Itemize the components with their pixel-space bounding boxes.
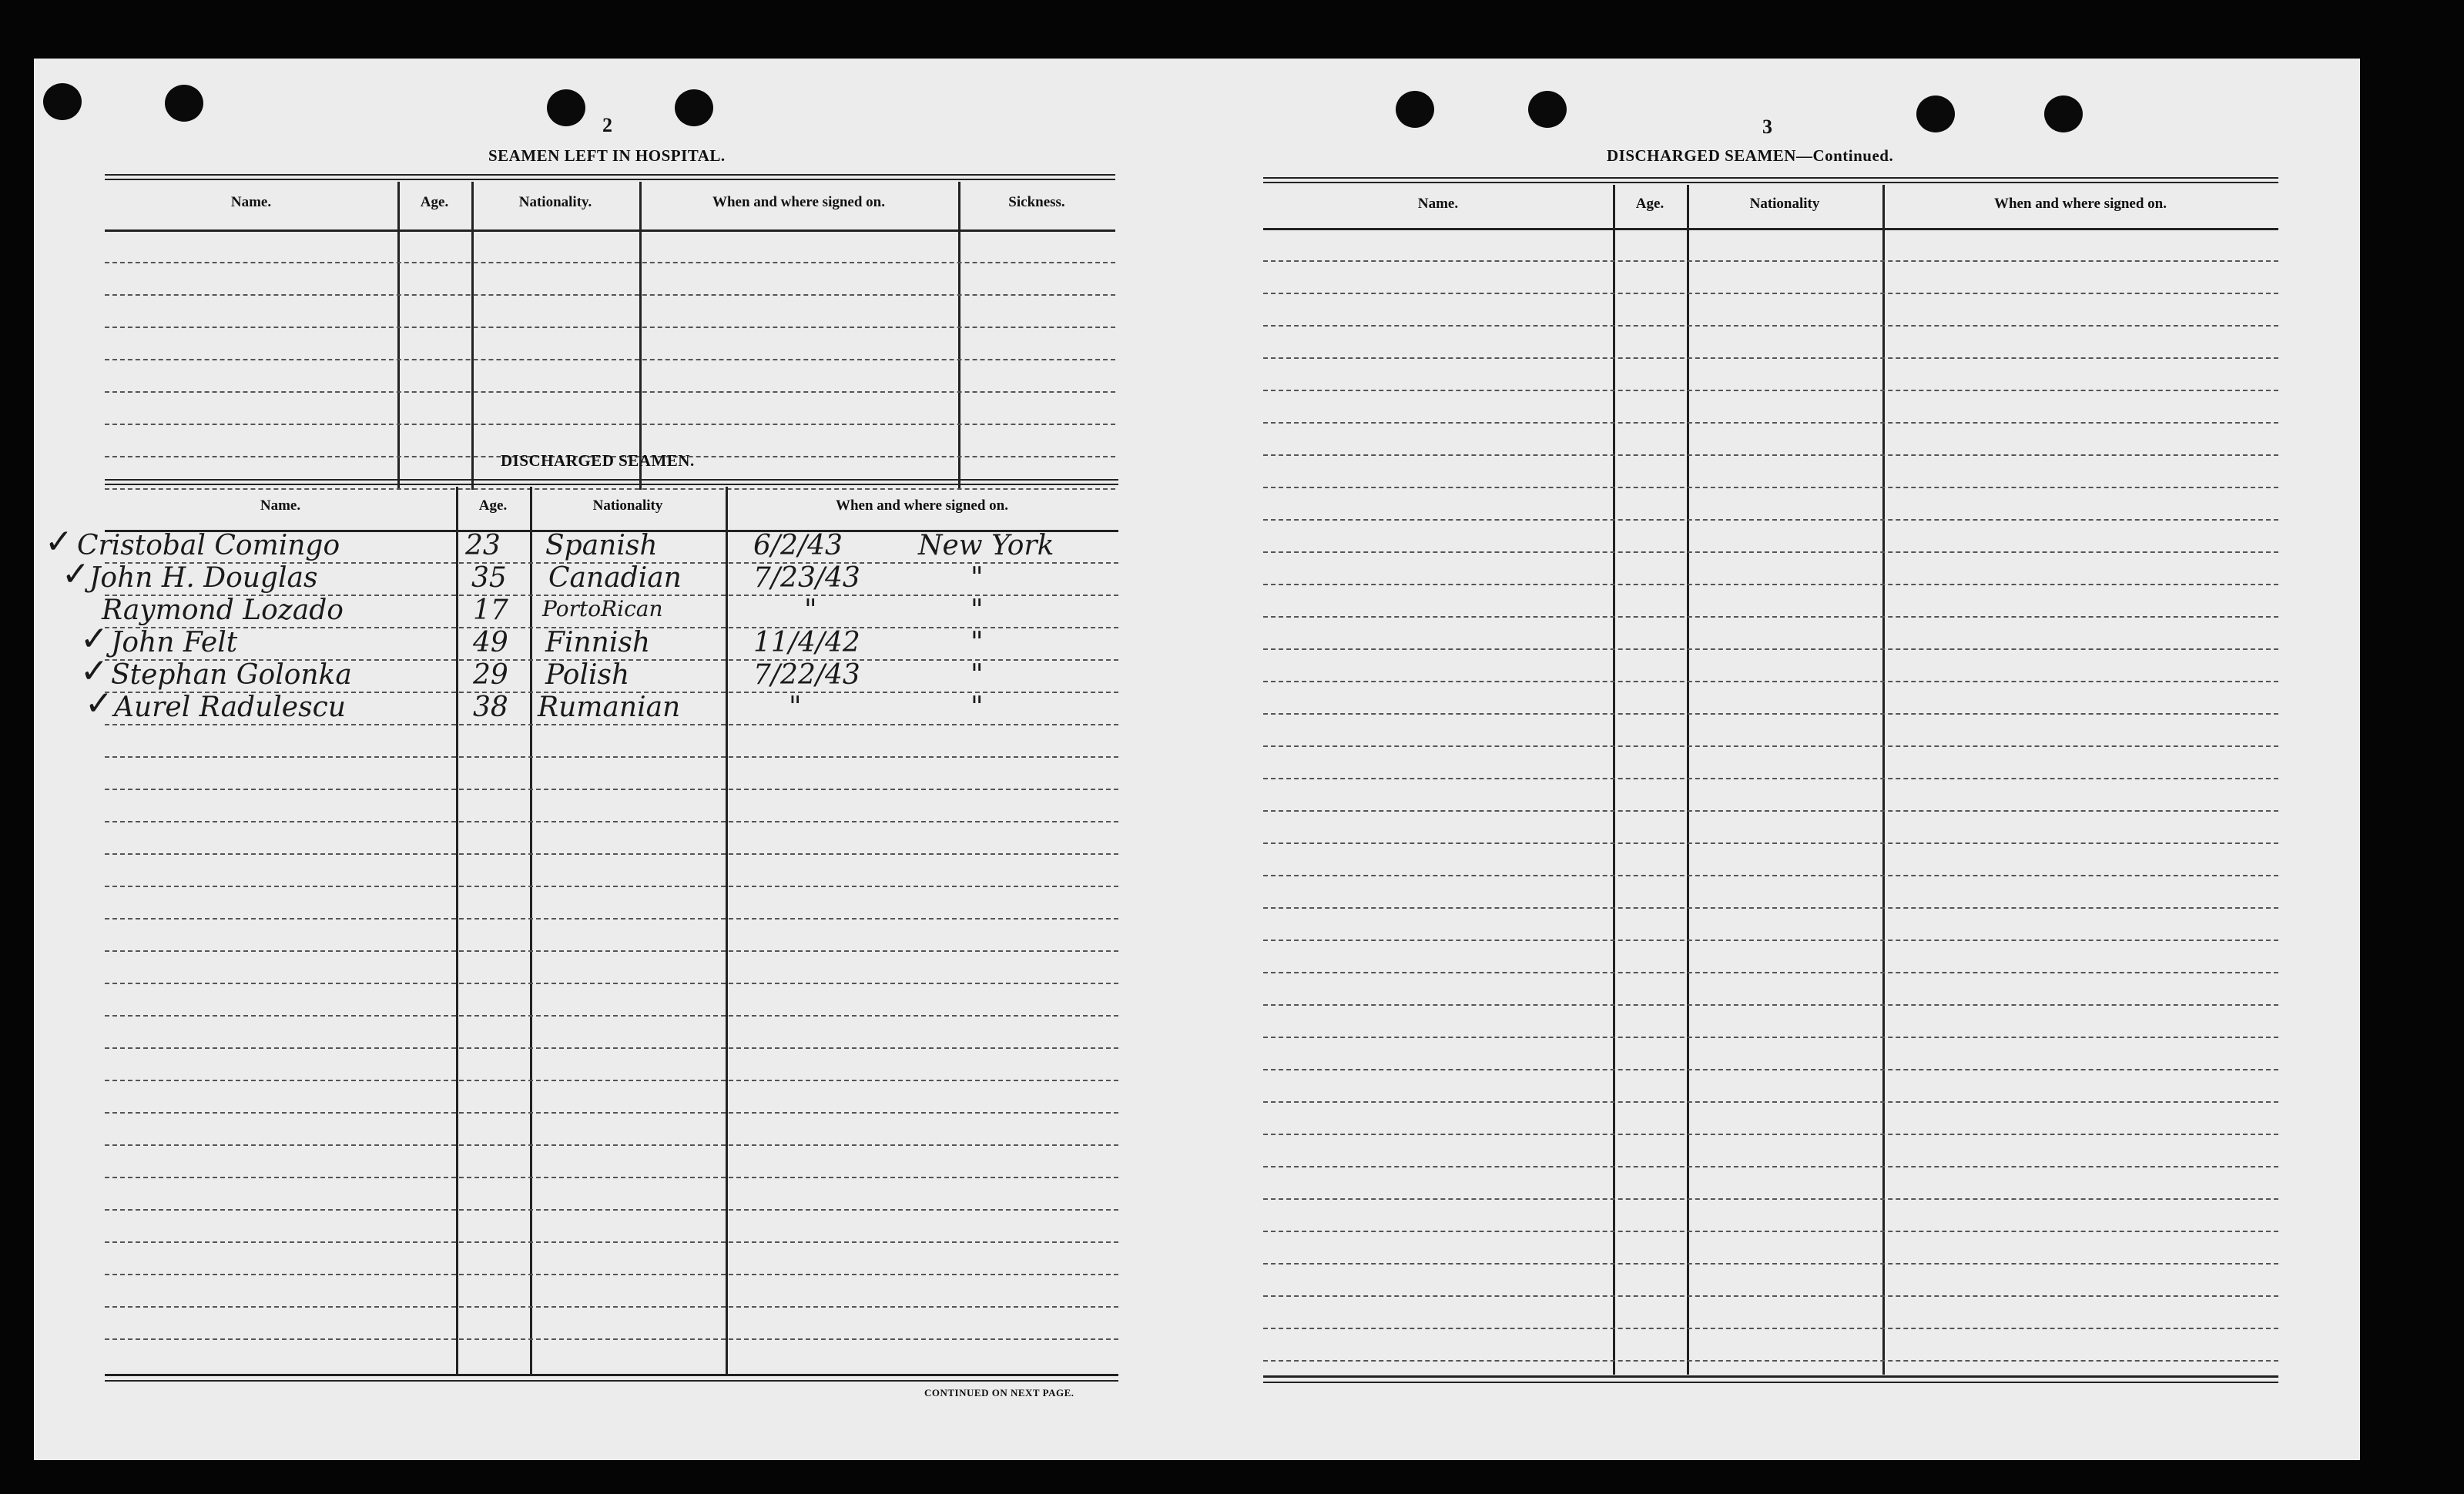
signed-on-place: ": [971, 595, 984, 626]
document-sheet: [34, 59, 2360, 1460]
signed-on-place: New York: [918, 530, 1054, 561]
check-mark-icon: ✓: [45, 522, 73, 561]
seaman-nationality: Spanish: [545, 530, 658, 561]
seaman-age: 23: [465, 530, 501, 561]
punch-hole: [2044, 95, 2083, 132]
column-header: Name.: [230, 194, 272, 210]
column-header: Nationality: [592, 497, 663, 514]
punch-hole: [1396, 91, 1434, 128]
page-number: 2: [602, 114, 612, 136]
check-mark-icon: ✓: [62, 554, 90, 594]
check-mark-icon: ✓: [80, 619, 109, 658]
signed-on-date: ": [804, 595, 817, 626]
signed-on-date: 7/23/43: [753, 562, 860, 594]
column-header: Nationality: [1749, 196, 1820, 212]
section-title-hospital: SEAMEN LEFT IN HOSPITAL.: [488, 146, 726, 165]
column-header: Sickness.: [1008, 194, 1065, 210]
column-header: Age.: [478, 497, 508, 514]
signed-on-place: ": [971, 659, 984, 691]
seaman-age: 17: [473, 595, 508, 626]
seaman-name: Aurel Radulescu: [114, 692, 346, 723]
continued-note: CONTINUED ON NEXT PAGE.: [924, 1387, 1074, 1399]
column-header: Name.: [1417, 196, 1459, 212]
punch-hole: [1528, 91, 1567, 128]
section-title-discharged: DISCHARGED SEAMEN.: [501, 451, 695, 470]
seaman-name: Raymond Lozado: [102, 595, 344, 626]
column-header: Age.: [420, 194, 449, 210]
seaman-nationality: Rumanian: [538, 692, 681, 723]
seaman-name: John H. Douglas: [89, 562, 318, 594]
punch-hole: [547, 89, 585, 126]
column-header: When and where signed on.: [1993, 196, 2167, 212]
page-number: 3: [1762, 116, 1772, 138]
seaman-age: 35: [471, 562, 507, 594]
check-mark-icon: ✓: [80, 652, 109, 691]
seaman-age: 29: [473, 659, 508, 691]
signed-on-date: 6/2/43: [753, 530, 843, 561]
signed-on-date: 11/4/42: [753, 627, 860, 658]
punch-hole: [1916, 95, 1955, 132]
seaman-age: 49: [473, 627, 508, 658]
signed-on-date: 7/22/43: [753, 659, 860, 691]
punch-hole: [165, 85, 203, 122]
signed-on-place: ": [971, 562, 984, 594]
seaman-nationality: Canadian: [548, 562, 682, 594]
punch-hole: [43, 83, 82, 120]
punch-hole: [675, 89, 713, 126]
column-header: When and where signed on.: [712, 194, 885, 210]
discharged-continued-table: [1263, 177, 2278, 1386]
signed-on-place: ": [971, 692, 984, 723]
hospital-table: [105, 174, 1115, 497]
column-header: Age.: [1635, 196, 1664, 212]
seaman-name: Stephan Golonka: [111, 659, 352, 691]
signed-on-date: ": [789, 692, 802, 723]
column-header: Name.: [260, 497, 301, 514]
seaman-name: Cristobal Comingo: [77, 530, 340, 561]
seaman-age: 38: [473, 692, 508, 723]
signed-on-place: ": [971, 627, 984, 658]
seaman-nationality: Finnish: [545, 627, 651, 658]
seaman-nationality: Polish: [545, 659, 630, 691]
column-header: When and where signed on.: [835, 497, 1008, 514]
section-title-discharged-continued: DISCHARGED SEAMEN—Continued.: [1607, 146, 1894, 165]
seaman-nationality: PortoRican: [542, 596, 663, 621]
column-header: Nationality.: [518, 194, 592, 210]
seaman-name: John Felt: [111, 627, 238, 658]
check-mark-icon: ✓: [85, 684, 113, 723]
